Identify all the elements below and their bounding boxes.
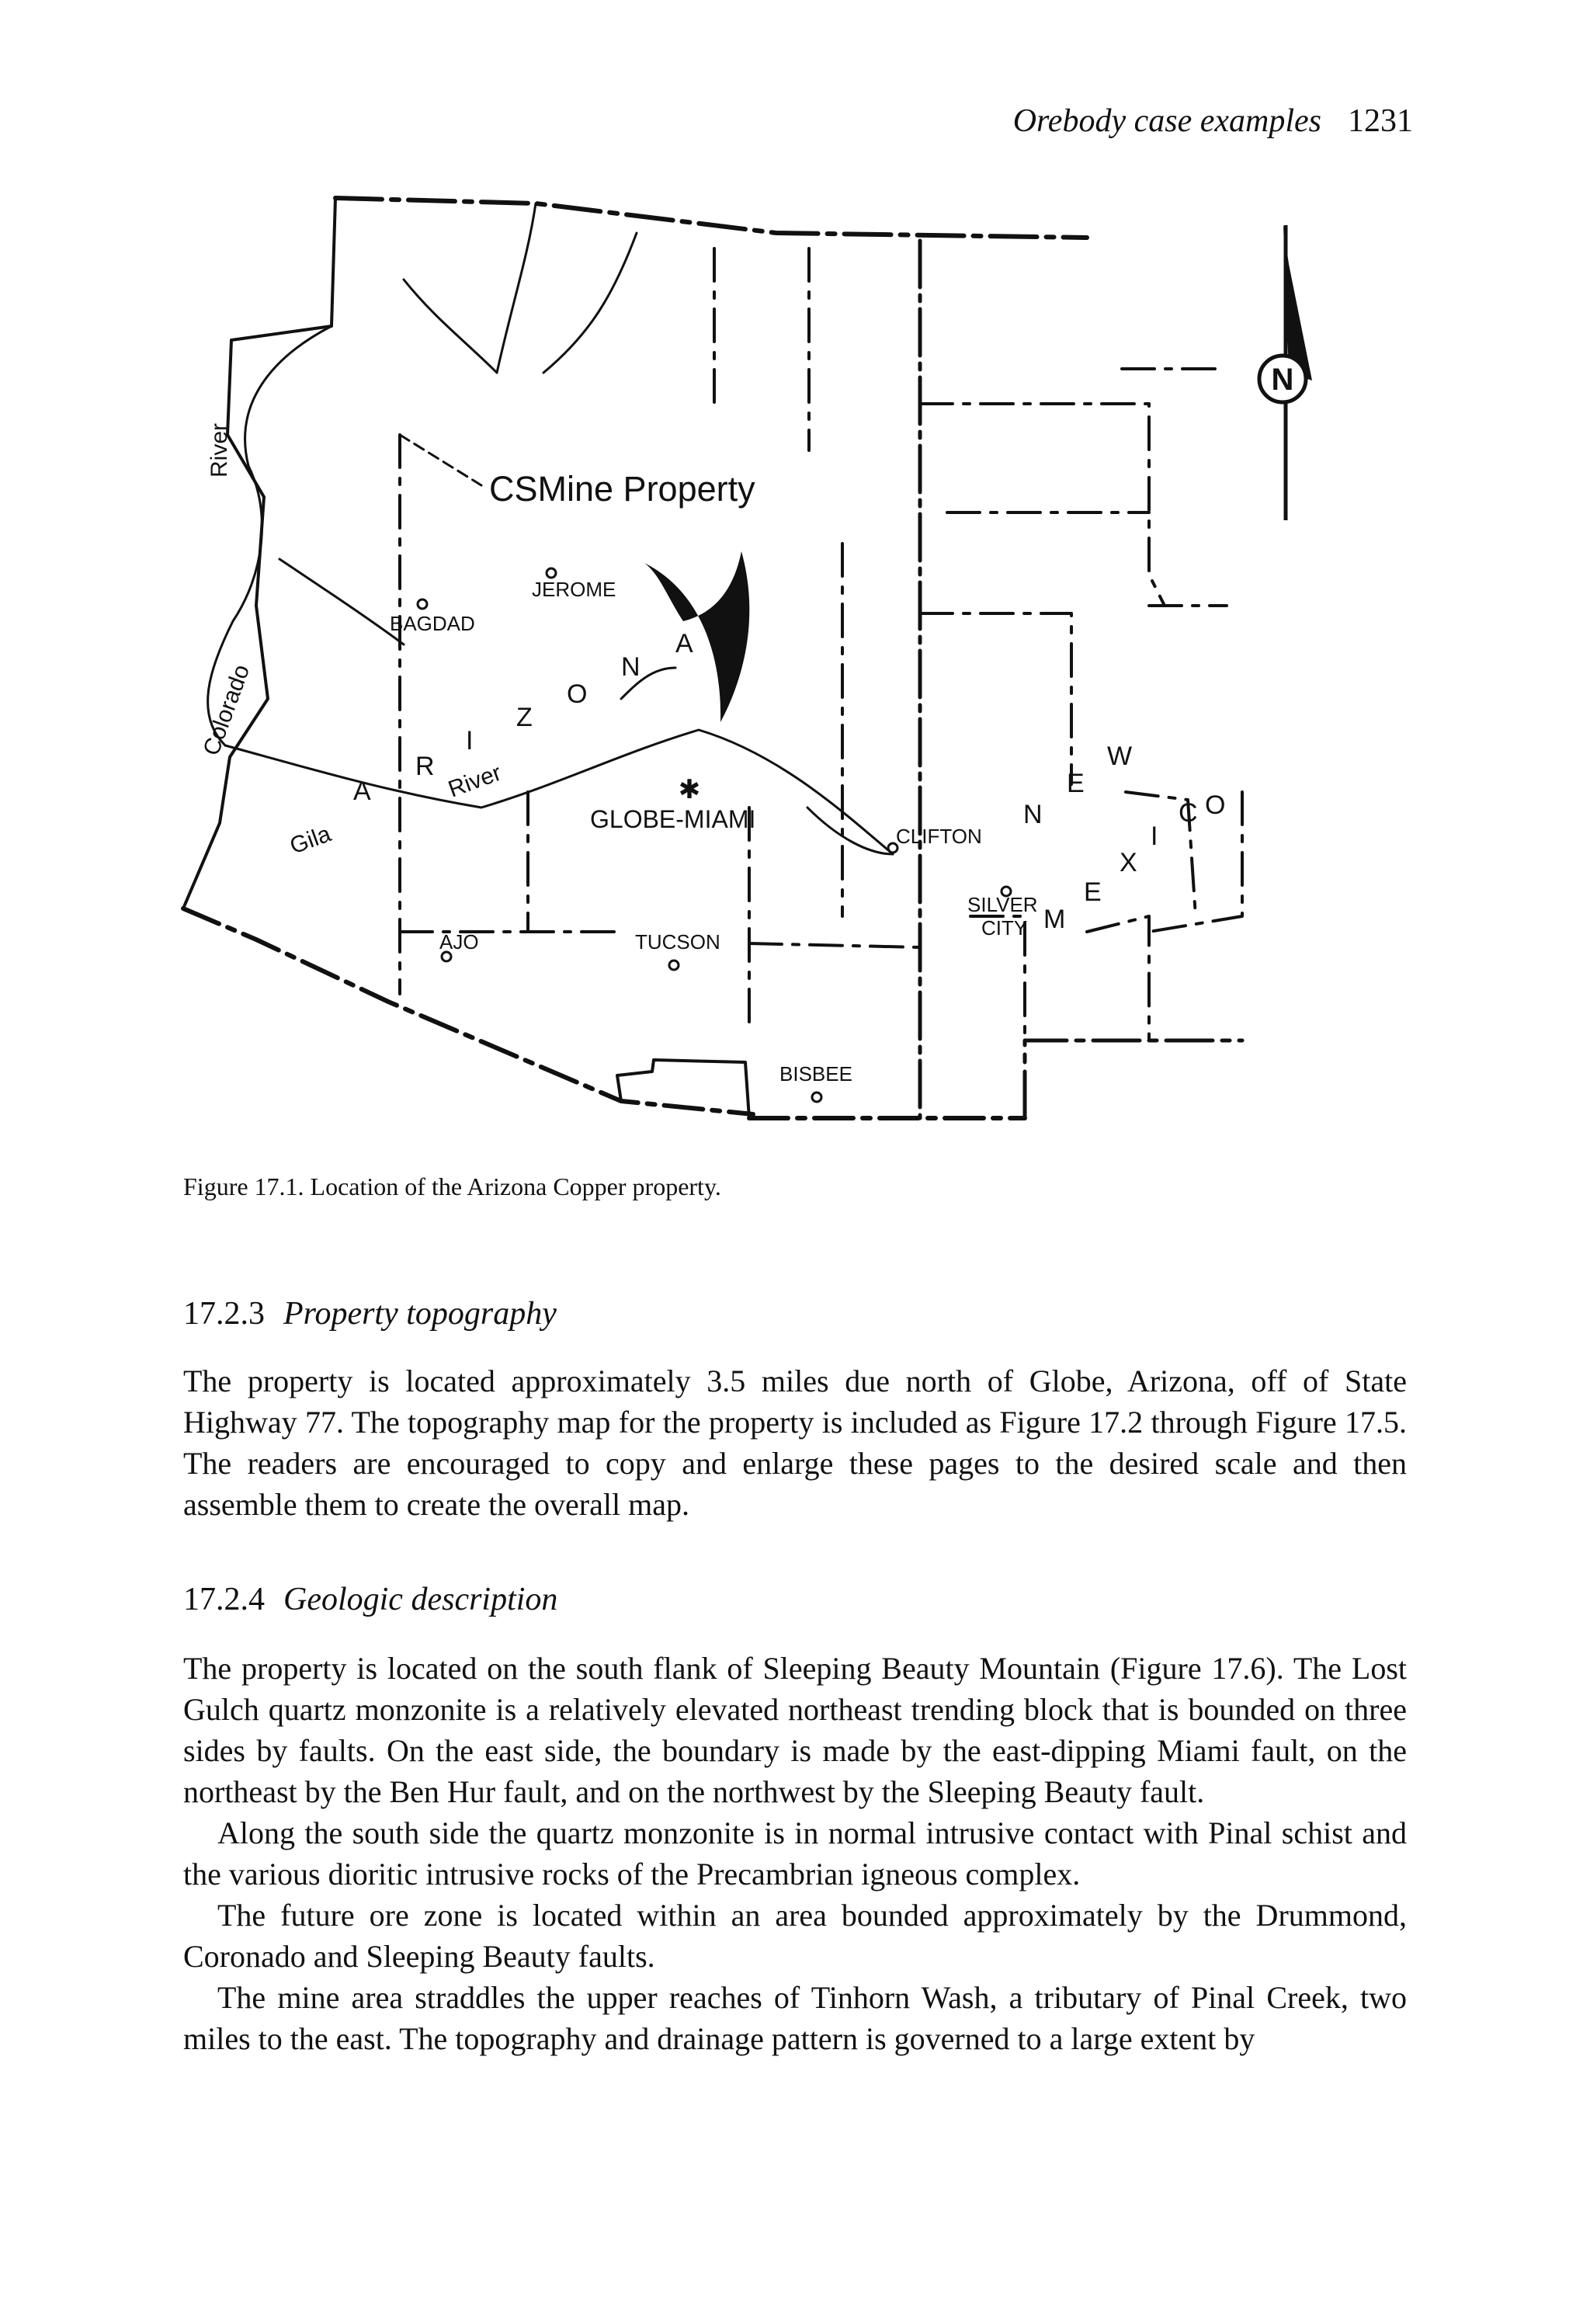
river-label: River [445,759,505,803]
bisbee-marker [812,1093,821,1102]
paragraph: The property is located approximately 3.5 miles due north of Globe, Arizona, off of State Highway 77. The topography map for the property is included as Figure 17.2 through Figure 17.5. The readers are encouraged to copy and enlarge these pages to the desired scale and then assemble them to create the overall map. [183,1363,1407,1522]
page-number: 1231 [1348,103,1413,139]
city-label-globe-miami: GLOBE-MIAMI [590,805,756,833]
state-letter: N [621,652,641,682]
north-label: N [1271,363,1294,397]
tucson-marker [669,961,679,970]
globe-miami-marker: ✱ [678,775,701,804]
paragraph: Along the south side the quartz monzonite is in normal intrusive contact with Pinal schist and the various dioritic intrusive rocks of the Precambrian igneous complex. [183,1815,1407,1892]
state-letter: E [1067,769,1085,798]
city-label-bisbee: BISBEE [779,1062,852,1086]
drainage-1 [404,280,497,373]
city-label-bagdad: BAGDAD [390,612,475,635]
paragraph: The mine area straddles the upper reaches of Tinhorn Wash, a tributary of Pinal Creek, two miles to the east. The topography and drainage pattern is governed to a large extent by [183,1980,1407,2056]
river-label: Gila [286,821,335,860]
city-label-city: CITY [981,916,1028,940]
state-letter: O [1205,790,1226,820]
state-letter: C [1179,798,1198,828]
state-letter: Z [516,703,533,732]
city-label-tucson: TUCSON [635,930,720,954]
state-letter: X [1120,848,1137,877]
property-shape [644,551,749,722]
state-letter: I [466,726,474,756]
state-letter: R [415,752,435,781]
property-leader-line [400,435,481,485]
state-letter: M [1043,905,1066,934]
az-north-boundary [335,198,1087,238]
drainage-3 [543,233,637,373]
drainage-2 [497,203,536,373]
drainage-6 [807,808,893,854]
city-label-ajo: AJO [439,930,479,954]
section-number: 17.2.3 [183,1296,265,1332]
river-label: River [207,422,232,478]
drainage-4 [279,559,404,644]
running-title: Orebody case examples [1012,103,1321,139]
state-letter: I [1151,822,1158,851]
city-label-jerome: JEROME [532,578,616,601]
section-title: Property topography [283,1296,557,1332]
nm-south-boundary [1025,1040,1242,1118]
state-letter: A [675,629,693,658]
river-label: Colorado [198,661,255,759]
section-body [183,1360,1407,1525]
section-number: 17.2.4 [183,1582,265,1617]
state-letter: O [567,679,588,709]
section-heading [183,1581,557,1618]
city-label-clifton: CLIFTON [896,825,982,848]
section-heading [183,1295,557,1332]
section-title: Geologic description [283,1582,558,1617]
north-arrow [1259,225,1312,520]
figure-caption: Figure 17.1. Location of the Arizona Copper property. [183,1172,721,1200]
property-label: CSMine Property [489,469,755,509]
running-header [963,102,1413,140]
city-label-silver: SILVER [967,893,1038,916]
state-letter: E [1084,877,1102,907]
paragraph: The property is located on the south flank of Sleeping Beauty Mountain (Figure 17.6). The Lost Gulch quartz monzonite is a relatively elevated northeast trending block that is bounded on three sides by faults. On the east side, the boundary is made by the east-dipping Miami fault, on the northeast by the Ben Hur fault, and on the northwest by the Sleeping Beauty fault. [183,1651,1407,1809]
jerome-marker [547,568,556,578]
state-letter: A [353,776,371,806]
arizona-location-map [177,186,1349,1141]
state-letter: N [1023,800,1043,829]
paragraph: The future ore zone is located within an area bounded approximately by the Drummond, Coronado and Sleeping Beauty faults. [183,1898,1407,1974]
section-body [183,1648,1407,2059]
bagdad-marker [418,599,427,609]
state-letter: W [1107,742,1133,771]
